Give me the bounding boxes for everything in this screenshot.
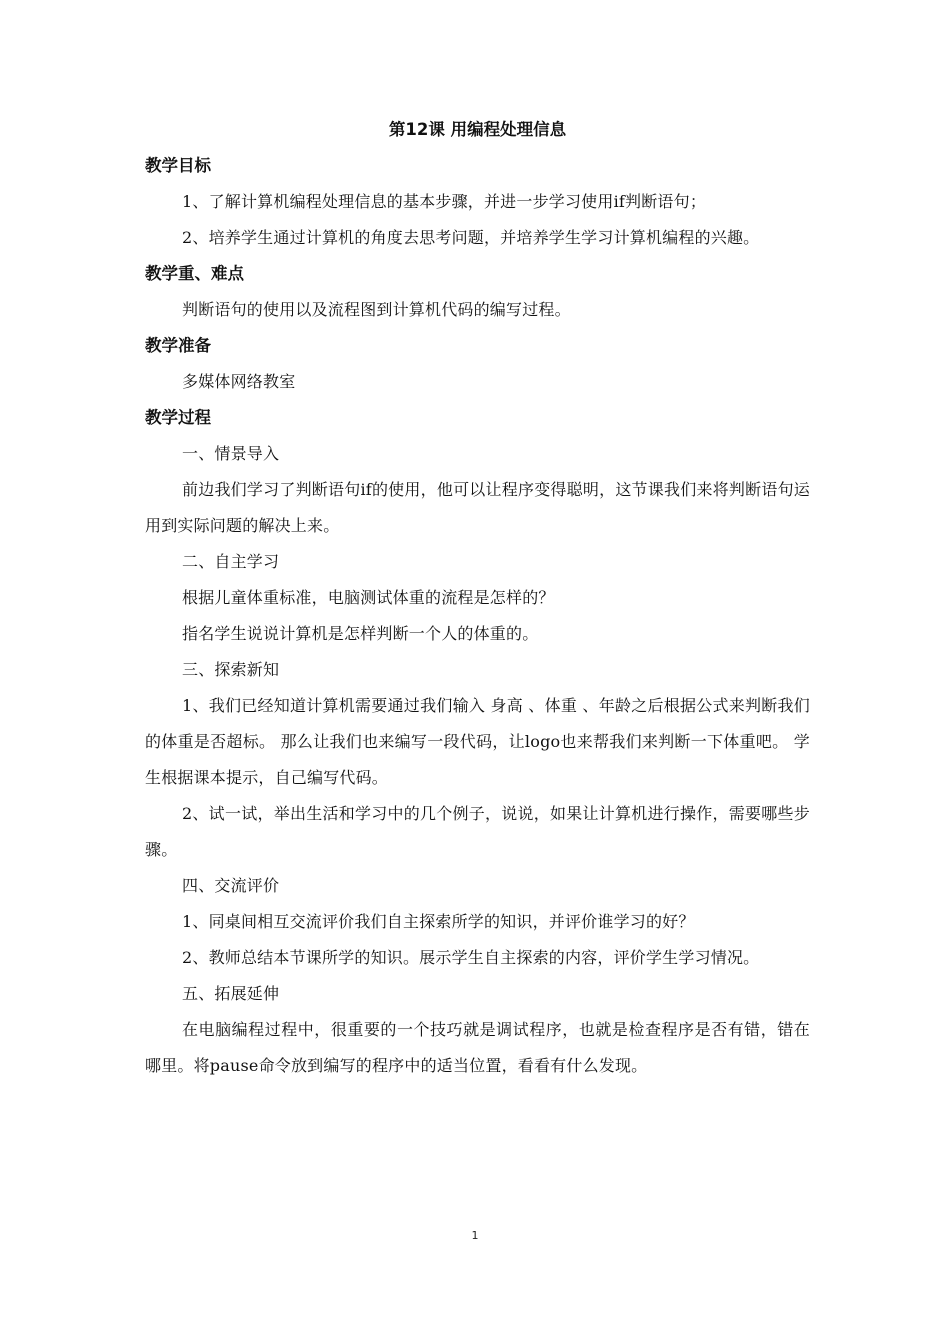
process-self-study-text-1: 根据儿童体重标准，电脑测试体重的流程是怎样的？ <box>182 588 555 607</box>
heading-process: 教学过程 <box>145 408 211 427</box>
preparation-1: 多媒体网络教室 <box>182 372 296 391</box>
process-explore-heading: 三、探索新知 <box>182 660 280 679</box>
document-page <box>145 112 810 1084</box>
heading-objectives: 教学目标 <box>145 156 211 175</box>
objective-1: 1、了解计算机编程处理信息的基本步骤，并进一步学习使用if判断语句； <box>182 192 707 211</box>
heading-key-points: 教学重、难点 <box>145 264 244 283</box>
process-self-study-text-2: 指名学生说说计算机是怎样判断一个人的体重的。 <box>182 624 539 643</box>
key-point-1: 判断语句的使用以及流程图到计算机代码的编写过程。 <box>182 300 571 319</box>
page-number: 1 <box>471 1229 479 1242</box>
process-evaluate-text-1: 1、同桌间相互交流评价我们自主探索所学的知识，并评价谁学习的好？ <box>182 912 695 931</box>
process-explore-text-2: 2、试一试，举出生活和学习中的几个例子，说说，如果让计算机进行操作，需要哪些步骤。 <box>145 804 810 859</box>
heading-preparation: 教学准备 <box>145 336 211 355</box>
process-evaluate-text-2: 2、教师总结本节课所学的知识。展示学生自主探索的内容，评价学生学习情况。 <box>182 948 760 967</box>
process-step-intro-heading: 一、情景导入 <box>182 444 280 463</box>
process-explore-text-1: 1、我们已经知道计算机需要通过我们输入 身高 、体重 、年龄之后根据公式来判断我们的体重是否超标。 那么让我们也来编写一段代码，让logo也来帮我们来判断一下体重吧。 学生根据课本提示，自己编写代码。 <box>145 696 810 787</box>
process-extend-text: 在电脑编程过程中，很重要的一个技巧就是调试程序，也就是检查程序是否有错，错在哪里。将pause命令放到编写的程序中的适当位置，看看有什么发现。 <box>145 1020 810 1075</box>
process-extend-heading: 五、拓展延伸 <box>182 984 280 1003</box>
objective-2: 2、培养学生通过计算机的角度去思考问题，并培养学生学习计算机编程的兴趣。 <box>182 228 760 247</box>
process-self-study-heading: 二、自主学习 <box>182 552 280 571</box>
document-title: 第12课 用编程处理信息 <box>388 120 567 139</box>
process-intro-text: 前边我们学习了判断语句if的使用，他可以让程序变得聪明，这节课我们来将判断语句运用到实际问题的解决上来。 <box>145 480 810 535</box>
process-evaluate-heading: 四、交流评价 <box>182 876 280 895</box>
